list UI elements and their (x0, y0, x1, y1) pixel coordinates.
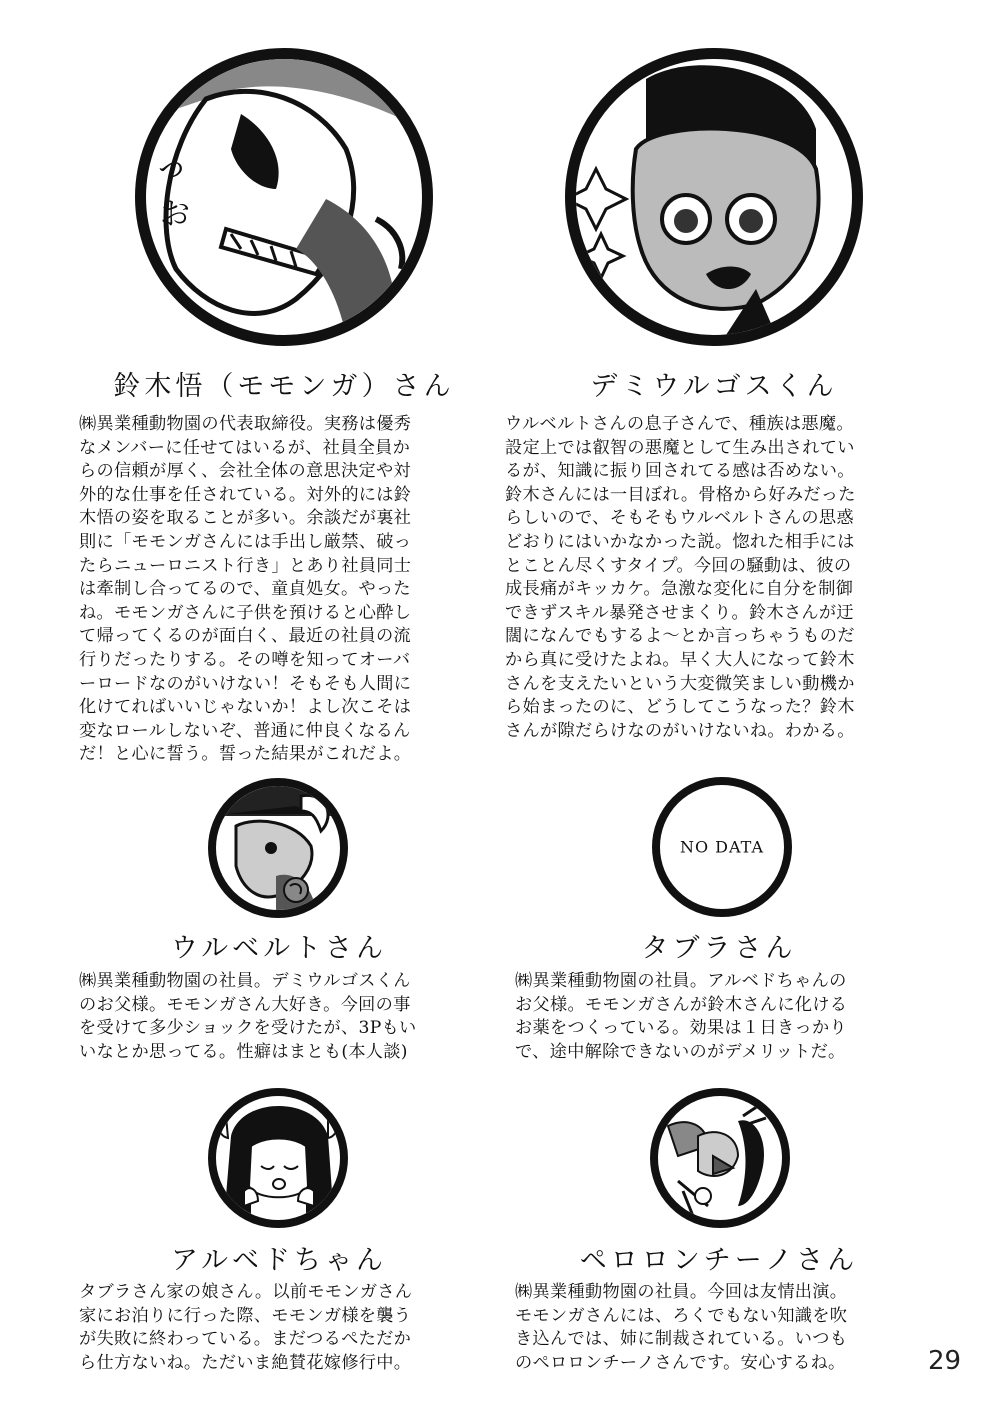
description-line: 鈴木さんには一目ぼれ。骨格から好みだった (505, 484, 856, 505)
description-line: お薬をつくっている。効果は１日きっかり (515, 1018, 847, 1039)
description-line: のペロロンチーノさんです。安心するね。 (515, 1352, 846, 1373)
description-line: ね。モモンガさんに子供を預けると心酔し (79, 602, 412, 623)
character-description-demiurge (505, 413, 925, 753)
description-line: が失敗に終わっている。まだつるぺただか (79, 1329, 412, 1350)
portrait-demiurge (565, 48, 863, 346)
character-name-albedo: アルベドちゃん (171, 1245, 387, 1276)
description-line: 外的な仕事を任されている。対外的には鈴 (79, 484, 412, 505)
page-number: 29 (928, 1346, 962, 1376)
description-line: から真に受けたよね。早く大人になって鈴木 (505, 649, 855, 670)
description-line: ら仕方ないね。ただいま絶賛花嫁修行中。 (79, 1352, 412, 1373)
bird-warrior-illustration-icon (658, 1096, 782, 1220)
girl-illustration-icon (216, 1096, 340, 1220)
description-line: て帰ってくるのが面白く、最近の社員の流 (79, 626, 411, 647)
description-line: だ！と心に誓う。誓った結果がこれだよ。 (79, 744, 412, 765)
character-description-momonga (79, 413, 499, 773)
no-data-label: NO DATA (679, 837, 765, 857)
character-description-tabula (515, 970, 935, 1066)
description-line: るが、知識に振り回されてる感は否めない。 (505, 461, 855, 482)
character-name-peroroncino: ペロロンチーノさん (579, 1245, 859, 1276)
description-line: モモンガさんには、ろくでもない知識を吹 (515, 1305, 848, 1326)
description-line: とことん尽くすタイプ。今回の騒動は、彼の (505, 555, 852, 576)
character-description-albedo (79, 1281, 499, 1377)
description-line: タブラさん家の娘さん。以前モモンガさん (79, 1282, 413, 1302)
description-line: を受けて多少ショックを受けたが、3Pもい (79, 1018, 417, 1039)
description-line: ㈱異業種動物園の社員。デミウルゴスくん (79, 971, 411, 991)
description-line: 設定上では叡智の悪魔として生み出されてい (505, 437, 855, 458)
description-line: 化けてればいいじゃないか！よし次こそは (79, 697, 412, 718)
character-description-peroroncino (515, 1281, 935, 1377)
description-line: らしいので、そもそもウルベルトさんの思惑 (505, 508, 854, 529)
description-line: のお父様。モモンガさん大好き。今回の事 (79, 994, 411, 1015)
description-line: 行りだったりする。その噂を知ってオーバ (79, 649, 411, 670)
description-line: ら始まったのに、どうしてこうなった？鈴木 (505, 697, 855, 718)
portrait-ulbert (208, 778, 348, 918)
character-description-ulbert (79, 970, 499, 1066)
description-line: たらニューロニスト行き」とあり社員同士 (79, 555, 412, 576)
description-line: は牽制し合ってるので、童貞処女。やった (79, 579, 411, 600)
description-line: なメンバーに任せてはいるが、社員全員か (79, 437, 411, 458)
description-line: お父様。モモンガさんが鈴木さんに化ける (515, 994, 848, 1015)
description-line: どおりにはいかなかった説。惚れた相手には (505, 531, 855, 552)
goat-demon-illustration-icon (216, 786, 340, 910)
portrait-albedo (208, 1088, 348, 1228)
skull-illustration-icon (146, 59, 422, 335)
character-name-demiurge: デミウルゴスくん (590, 371, 838, 402)
description-line: ㈱異業種動物園の社員。アルベドちゃんの (515, 971, 847, 991)
svg-text:っ: っ (150, 144, 192, 190)
description-line: 闊になんでもするよ～とか言っちゃうものだ (505, 626, 855, 647)
description-line: 変なロールしないぞ、普通に仲良くなるん (79, 720, 411, 741)
description-line: らの信頼が厚く、会社全体の意思決定や対 (79, 461, 411, 482)
portrait-peroroncino (650, 1088, 790, 1228)
description-line: ウルベルトさんの息子さんで、種族は悪魔。 (505, 414, 854, 434)
description-line: できずスキル暴発させまくり。鈴木さんが迂 (505, 602, 854, 623)
character-name-tabula: タブラさん (641, 933, 797, 964)
description-line: き込んでは、姉に制裁されている。いつも (515, 1329, 848, 1350)
description-line: で、途中解除できないのがデメリットだ。 (515, 1041, 846, 1062)
description-line: ーロードなのがいけない！そもそも人間に (79, 673, 412, 694)
description-line: さんが隙だらけなのがいけないね。わかる。 (505, 720, 855, 741)
description-line: ㈱異業種動物園の社員。今回は友情出演。 (515, 1282, 848, 1302)
portrait-momonga (135, 48, 433, 346)
description-line: 則に「モモンガさんには手出し厳禁、破っ (79, 531, 412, 552)
description-line: 成長痛がキッカケ。急激な変化に自分を制御 (505, 579, 854, 600)
description-line: ㈱異業種動物園の代表取締役。実務は優秀 (79, 414, 412, 434)
character-name-ulbert: ウルベルトさん (170, 933, 388, 964)
description-line: 家にお泊りに行った際、モモンガ様を襲う (79, 1305, 412, 1326)
description-line: さんを支えたいという大変微笑ましい動機か (505, 673, 855, 694)
description-line: 木悟の姿を取ることが多い。余談だが裏社 (79, 508, 412, 529)
description-line: いなとか思ってる。性癖はまとも(本人談) (79, 1041, 408, 1062)
boy-glasses-illustration-icon (576, 59, 852, 335)
character-name-momonga: 鈴木悟（モモンガ）さん (113, 371, 455, 402)
portrait-tabula (652, 777, 792, 917)
svg-text:お: お (160, 197, 190, 232)
